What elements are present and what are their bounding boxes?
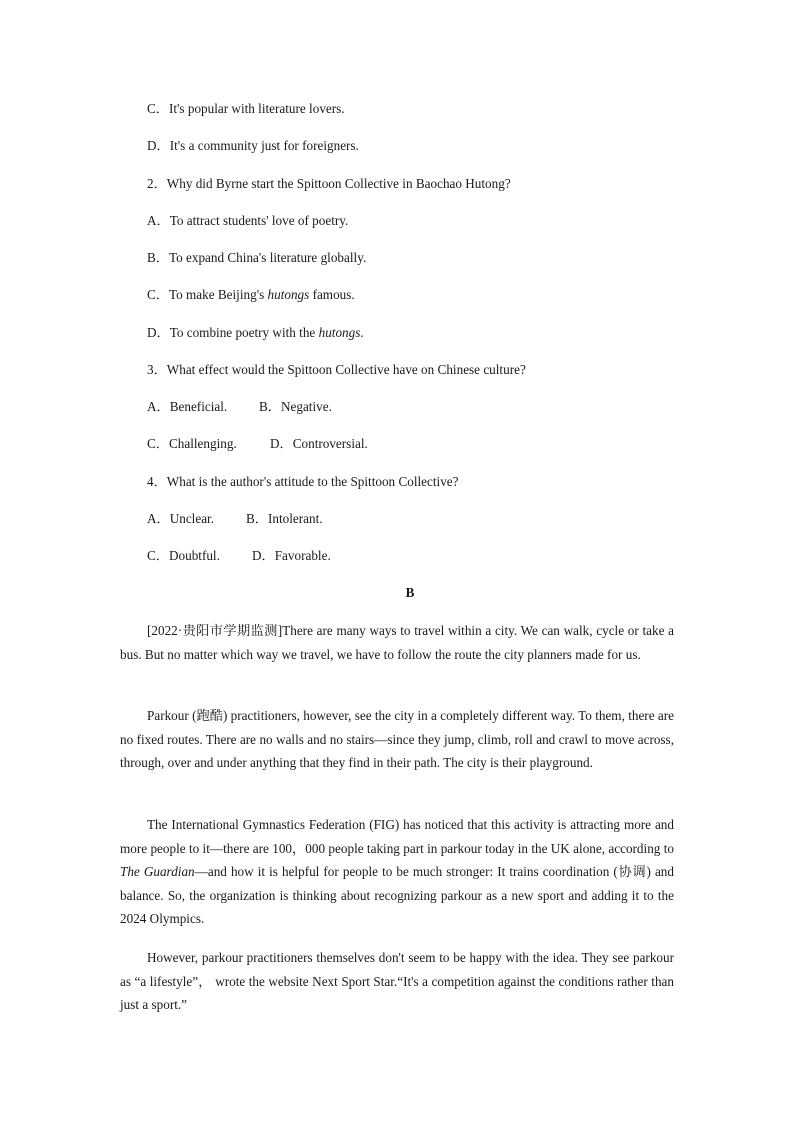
q2-option-d-italic: hutongs <box>318 325 361 340</box>
q4-option-b: B．Intolerant. <box>246 511 323 526</box>
q2-option-d-end: . <box>360 325 364 340</box>
q2-option-c <box>147 287 355 303</box>
q3-option-a: A．Beneficial. <box>147 399 228 414</box>
paragraph-4: However, parkour practitioners themselves don't seem to be happy with the idea. They see parkour as “a lifestyle”， wrote the website Next Sport Star.“It's a competition against the conditions rather than just a sport.” <box>120 950 674 1012</box>
q2-option-c-italic: hutongs <box>267 287 310 302</box>
paragraph-2: Parkour (跑酷) practitioners, however, see the city in a completely different way. To them, there are no fixed routes. There are no walls and no stairs—since they jump, climb, roll and crawl to move across, through, over and under anything that they find in their path. The city is their playground. <box>120 708 674 770</box>
q1-option-d: D．It's a community just for foreigners. <box>147 138 359 153</box>
q3-option-d: D．Controversial. <box>270 436 368 451</box>
q2-stem: 2．Why did Byrne start the Spittoon Collective in Baochao Hutong? <box>147 176 511 191</box>
q2-option-c-text: C．To make Beijing's <box>147 287 268 302</box>
paragraph-3-end: —and how it is helpful for people to be much stronger: It trains coordination (协调) and balance. So, the organization is thinking about recognizing parkour as a new sport and adding it to the 2024 Olympics. <box>120 864 674 926</box>
section-b-title: B <box>405 585 415 600</box>
q2-option-d <box>147 325 364 341</box>
q3-stem: 3．What effect would the Spittoon Collective have on Chinese culture? <box>147 362 526 377</box>
q4-stem: 4．What is the author's attitude to the Spittoon Collective? <box>147 474 459 489</box>
paragraph-3 <box>120 813 674 931</box>
q2-option-c-end: famous. <box>309 287 355 302</box>
q4-option-c: C．Doubtful. <box>147 548 220 563</box>
q4-option-a: A．Unclear. <box>147 511 215 526</box>
q3-option-c: C．Challenging. <box>147 436 237 451</box>
q4-option-d: D．Favorable. <box>252 548 331 563</box>
paragraph-3-source: The Guardian <box>120 864 195 879</box>
q3-option-b: B．Negative. <box>259 399 332 414</box>
paragraph-3-text: The International Gymnastics Federation (FIG) has noticed that this activity is attracting more and more people to it—there are 100，000 people taking part in parkour today in the UK alone, according to <box>120 817 674 856</box>
q2-option-b: B．To expand China's literature globally. <box>147 250 367 265</box>
q2-option-d-text: D．To combine poetry with the <box>147 325 319 340</box>
q2-option-a: A．To attract students' love of poetry. <box>147 213 349 228</box>
paragraph-1: [2022·贵阳市学期监测]There are many ways to travel within a city. We can walk, cycle or take a bus. But no matter which way we travel, we have to follow the route the city planners made for us. <box>120 623 674 662</box>
q1-option-c: C．It's popular with literature lovers. <box>147 101 345 116</box>
